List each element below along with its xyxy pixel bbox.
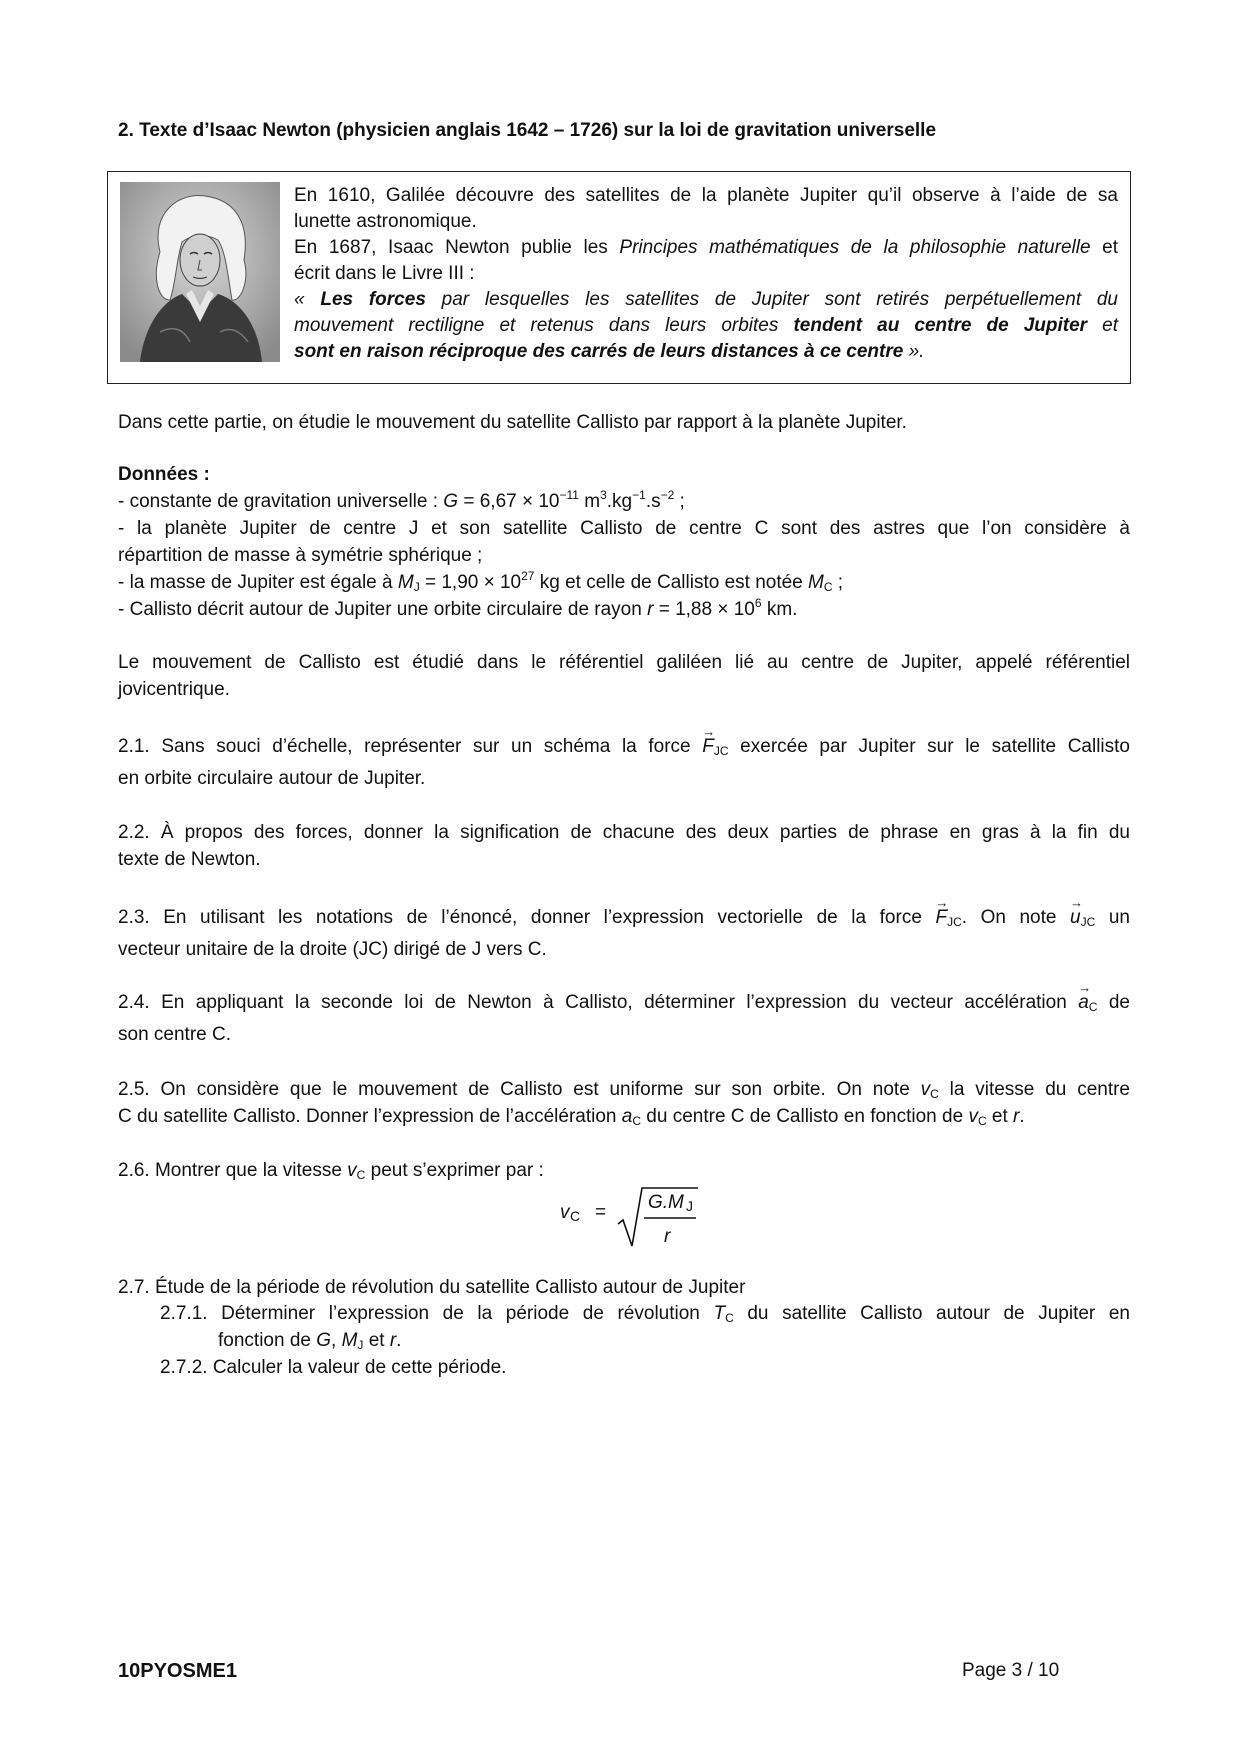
newton-quote-box [107, 171, 1131, 384]
velocity-formula [560, 1184, 700, 1254]
question-2-7-1-cont: fonction de G, $M_J$ et r. [218, 1330, 402, 1352]
quote-line: écrit dans le Livre III : [294, 263, 475, 284]
referentiel-text: jovicentrique. [118, 679, 230, 700]
quote-line: mouvement rectiligne et retenus dans leurs orbites tendent au centre de Jupiter et [294, 315, 1118, 336]
question-2-4: 2.4. En appliquant la seconde loi de Newton à Callisto, déterminer l’expression du vecteur accélération → $a_C$ de [118, 991, 1130, 1015]
footer-code: 10PYOSME1 [118, 1660, 237, 1682]
quote-line: sont en raison réciproque des carrés de leurs distances à ce centre ». [294, 341, 925, 362]
question-2-5-cont: C du satellite Callisto. Donner l’expression de l’accélération $a_C$ du centre C de Callisto en fonction de $v_C$ et r. [118, 1106, 1025, 1128]
footer-page-number: Page 3 / 10 [962, 1660, 1060, 1681]
question-2-1-cont: en orbite circulaire autour de Jupiter. [118, 768, 426, 789]
donnee-item: - la planète Jupiter de centre J et son satellite Callisto de centre C sont des astres que l’on considère à [118, 518, 1130, 539]
question-2-5: 2.5. On considère que le mouvement de Callisto est uniforme sur son orbite. On note $v_C$ la vitesse du centre [118, 1079, 1130, 1101]
donnee-item: - la masse de Jupiter est égale à $M_J = 1,90 \times 10^{27}$ kg et celle de Callisto est notée $M_C$ ; [118, 569, 844, 594]
donnees-title: Données : [118, 464, 210, 485]
question-2-3-cont: vecteur unitaire de la droite (JC) dirigé de J vers C. [118, 939, 547, 960]
formula-v-sub: C [570, 1208, 581, 1224]
donnee-item: répartition de masse à symétrie sphérique ; [118, 545, 483, 566]
quote-line: lunette astronomique. [294, 211, 477, 232]
intro-text: Dans cette partie, on étudie le mouvement du satellite Callisto par rapport à la planète Jupiter. [118, 412, 907, 433]
quote-line: En 1687, Isaac Newton publie les Principes mathématiques de la philosophie naturelle et [294, 237, 1119, 258]
formula-numerator-sub: J [686, 1198, 693, 1214]
quote-line: « Les forces par lesquelles les satellites de Jupiter sont retirés perpétuellement du [294, 289, 1118, 310]
question-2-3: 2.3. En utilisant les notations de l’énoncé, donner l’expression vectorielle de la force → $F_{JC}$. On note → $u_{JC}$ un [118, 906, 1130, 930]
question-2-2: 2.2. À propos des forces, donner la signification de chacune des deux parties de phrase en gras à la fin du [118, 822, 1130, 843]
formula-denominator: r [664, 1226, 671, 1247]
question-2-1: 2.1. Sans souci d’échelle, représenter sur un schéma la force → $F_{JC}$ exercée par Jupiter sur le satellite Callisto [118, 735, 1130, 759]
question-2-6: 2.6. Montrer que la vitesse $v_C$ peut s’exprimer par : [118, 1160, 544, 1182]
formula-equals: = [595, 1202, 607, 1223]
question-2-4-cont: son centre C. [118, 1024, 231, 1045]
quote-line: En 1610, Galilée découvre des satellites de la planète Jupiter qu’il observe à l’aide de sa [294, 185, 1118, 206]
referentiel-text: Le mouvement de Callisto est étudié dans le référentiel galiléen lié au centre de Jupiter, appelé référentiel [118, 652, 1130, 673]
question-2-7-2: 2.7.2. Calculer la valeur de cette période. [160, 1357, 507, 1378]
question-2-2-cont: texte de Newton. [118, 849, 261, 870]
formula-numerator: G.M [648, 1192, 684, 1213]
formula-v: v [560, 1202, 570, 1223]
newton-portrait [120, 182, 280, 362]
question-2-7-1: 2.7.1. Déterminer l’expression de la période de révolution $T_C$ du satellite Callisto autour de Jupiter en [160, 1303, 1130, 1325]
donnee-item: - constante de gravitation universelle : $G = 6,67 \times 10^{-11}$ $m^3.kg^{-1}.s^{-2}$ ; [118, 488, 685, 512]
donnee-item: - Callisto décrit autour de Jupiter une orbite circulaire de rayon $r = 1,88 \times 10^6$ km. [118, 596, 798, 620]
section-heading: 2. Texte d’Isaac Newton (physicien anglais 1642 – 1726) sur la loi de gravitation universelle [118, 120, 937, 141]
question-2-7: 2.7. Étude de la période de révolution du satellite Callisto autour de Jupiter [118, 1277, 746, 1298]
